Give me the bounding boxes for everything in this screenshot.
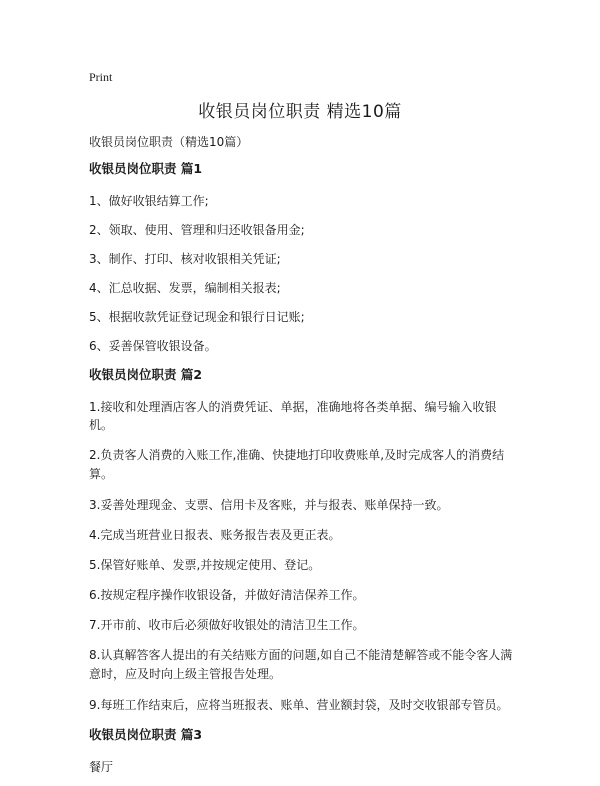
list-item: 1.接收和处理酒店客人的消费凭证、单据，准确地将各类单据、编号输入收银机。 (89, 400, 497, 432)
section-2 (89, 366, 519, 714)
list-item: 1、做好收银结算工作; (89, 194, 209, 208)
list-item: 5、根据收款凭证登记现金和银行日记账; (89, 310, 305, 324)
list-item: 7.开市前、收市后必须做好收银处的清洁卫生工作。 (89, 618, 365, 632)
document-subtitle: 收银员岗位职责（精选10篇） (89, 135, 249, 149)
list-item: 餐厅 (89, 760, 114, 774)
list-item: 4.完成当班营业日报表、账务报告表及更正表。 (89, 528, 341, 542)
section-3 (89, 726, 519, 776)
list-item: 4、汇总收据、发票，编制相关报表; (89, 281, 281, 295)
document-body (89, 160, 519, 786)
list-item: 6.按规定程序操作收银设备，并做好清洁保养工作。 (89, 588, 365, 602)
section-heading: 收银员岗位职责 篇3 (89, 727, 203, 742)
list-item: 3、制作、打印、核对收银相关凭证; (89, 252, 281, 266)
section-heading: 收银员岗位职责 篇2 (89, 367, 203, 382)
print-link[interactable]: Print (89, 70, 113, 84)
list-item: 2、领取、使用、管理和归还收银备用金; (89, 223, 305, 237)
list-item: 3.妥善处理现金、支票、信用卡及客账，并与报表、账单保持一致。 (89, 498, 449, 512)
list-item: 2.负责客人消费的入账工作,准确、快捷地打印收费账单,及时完成客人的消费结算。 (89, 448, 505, 481)
list-item: 8.认真解答客人提出的有关结账方面的问题,如自己不能清楚解答或不能令客人满意时，应及时向上级主管报告处理。 (89, 648, 513, 681)
list-item: 9.每班工作结束后，应将当班报表、账单、营业额封袋，及时交收银部专管员。 (89, 698, 509, 712)
page-title: 收银员岗位职责 精选10篇 (198, 102, 402, 122)
list-item: 5.保管好账单、发票,并按规定使用、登记。 (89, 558, 321, 572)
section-heading: 收银员岗位职责 篇1 (89, 161, 203, 176)
section-1 (89, 160, 519, 355)
list-item: 6、妥善保管收银设备。 (89, 339, 217, 353)
